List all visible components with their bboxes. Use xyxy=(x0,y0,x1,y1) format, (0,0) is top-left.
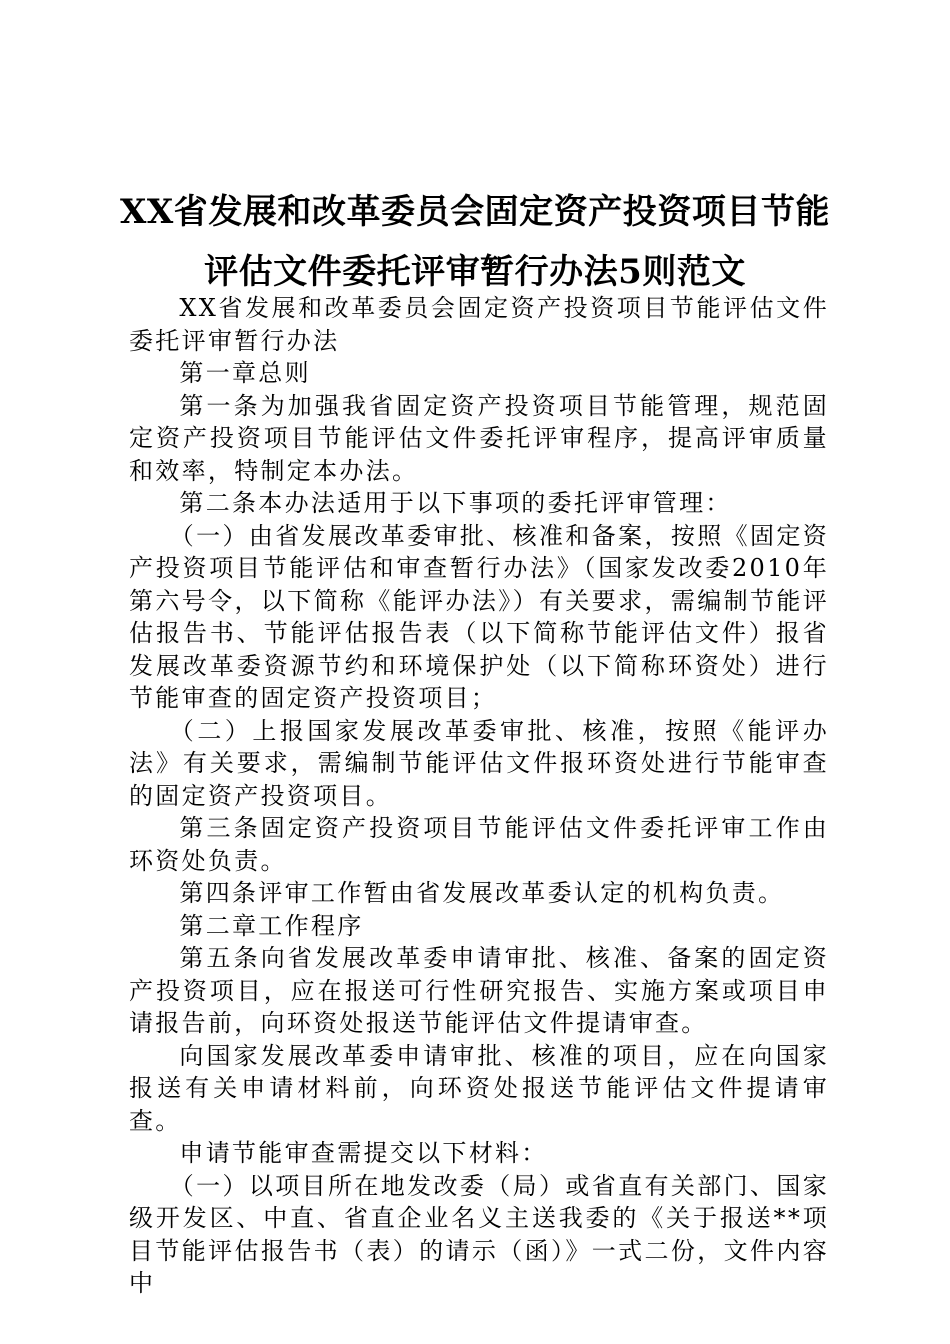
chapter-heading: 第二章工作程序 xyxy=(179,911,364,940)
body-paragraph: XX省发展和改革委员会固定资产投资项目节能评估文件委托评审暂行办法 xyxy=(129,294,829,355)
chapter-heading: 第一章总则 xyxy=(179,359,311,387)
list-item: （一）以项目所在地发改委（局）或省直有关部门、国家级开发区、中直、省直企业名义主送我委的《关于报送**项目节能评估报告书（表）的请示（函）》一式二份，文件内容中 xyxy=(129,1171,829,1297)
body-paragraph: 第三条固定资产投资项目节能评估文件委托评审工作由环资处负责。 xyxy=(129,814,829,875)
body-paragraph: 第五条向省发展改革委申请审批、核准、备案的固定资产投资项目，应在报送可行性研究报告、实施方案或项目申请报告前，向环资处报送节能评估文件提请审查。 xyxy=(129,944,829,1037)
list-item: （二）上报国家发展改革委审批、核准，按照《能评办法》有关要求，需编制节能评估文件报环资处进行节能审查的固定资产投资项目。 xyxy=(129,716,829,810)
body-paragraph: 第二条本办法适用于以下事项的委托评审管理： xyxy=(179,489,732,517)
document-title: XX省发展和改革委员会固定资产投资项目节能评估文件委托评审暂行办法5则范文 xyxy=(120,192,830,292)
list-item: （一）由省发展改革委审批、核准和备案，按照《固定资产投资项目节能评估和审查暂行办法》（国家发改委2010年第六号令，以下简称《能评办法》）有关要求，需编制节能评估报告书、节能评估报告表（以下简称节能评估文件）报省发展改革委资源节约和环境保护处（以下简称环资处）进行节能审查的固定资产投资项目； xyxy=(129,521,829,712)
document-body xyxy=(129,292,829,1300)
body-paragraph: 第四条评审工作暂由省发展改革委认定的机构负责。 xyxy=(179,879,785,907)
body-paragraph: 申请节能审查需提交以下材料： xyxy=(179,1139,548,1167)
body-paragraph: 向国家发展改革委申请审批、核准的项目，应在向国家报送有关申请材料前，向环资处报送节能评估文件提请审查。 xyxy=(129,1041,829,1135)
body-paragraph: 第一条为加强我省固定资产投资项目节能管理，规范固定资产投资项目节能评估文件委托评审程序，提高评审质量和效率，特制定本办法。 xyxy=(129,391,829,485)
